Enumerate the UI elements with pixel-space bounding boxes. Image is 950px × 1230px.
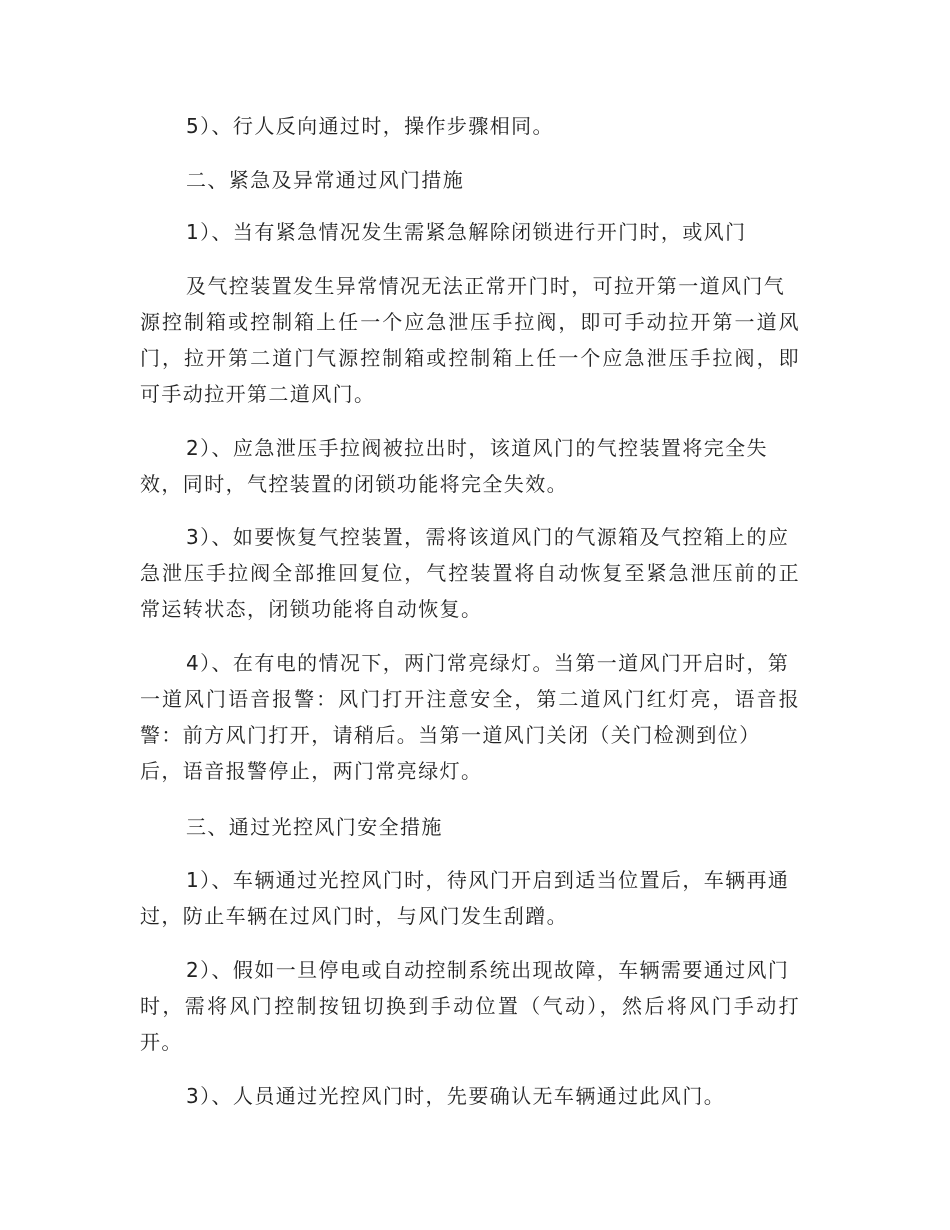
paragraph-line: 常运转状态，闭锁功能将自动恢复。	[140, 597, 483, 621]
section-heading: 二、紧急及异常通过风门措施	[186, 168, 465, 192]
paragraph-line: 4）、在有电的情况下，两门常亮绿灯。当第一道风门开启时，第	[186, 651, 790, 675]
paragraph-line: 时，需将风门控制按钮切换到手动位置（气动），然后将风门手动打	[140, 994, 800, 1018]
paragraph-line: 3）、人员通过光控风门时，先要确认无车辆通过此风门。	[186, 1084, 726, 1108]
paragraph-line: 1）、当有紧急情况发生需紧急解除闭锁进行开门时，或风门	[186, 220, 747, 244]
paragraph-line: 2）、假如一旦停电或自动控制系统出现故障，车辆需要通过风门	[186, 958, 790, 982]
paragraph-line: 及气控装置发生异常情况无法正常开门时，可拉开第一道风门气	[186, 274, 786, 298]
paragraph-line: 3）、如要恢复气控装置，需将该道风门的气源箱及气控箱上的应	[186, 525, 790, 549]
paragraph-line: 2）、应急泄压手拉阀被拉出时，该道风门的气控装置将完全失	[186, 436, 768, 460]
paragraph-line: 源控制箱或控制箱上任一个应急泄压手拉阀，即可手动拉开第一道风	[140, 310, 800, 334]
paragraph-line: 急泄压手拉阀全部推回复位，气控装置将自动恢复至紧急泄压前的正	[140, 561, 800, 585]
paragraph-line: 5）、行人反向通过时，操作步骤相同。	[186, 114, 554, 138]
paragraph-line: 警：前方风门打开，请稍后。当第一道风门关闭（关门检测到位）	[140, 723, 761, 747]
paragraph-line: 效，同时，气控装置的闭锁功能将完全失效。	[140, 472, 568, 496]
paragraph-line: 过，防止车辆在过风门时，与风门发生刮蹭。	[140, 904, 568, 928]
paragraph-line: 1）、车辆通过光控风门时，待风门开启到适当位置后，车辆再通	[186, 868, 790, 892]
paragraph-line: 门，拉开第二道门气源控制箱或控制箱上任一个应急泄压手拉阀，即	[140, 346, 800, 370]
paragraph-line: 开。	[140, 1030, 183, 1054]
paragraph-line: 后，语音报警停止，两门常亮绿灯。	[140, 759, 483, 783]
paragraph-line: 一道风门语音报警：风门打开注意安全，第二道风门红灯亮，语音报	[140, 687, 800, 711]
paragraph-line: 可手动拉开第二道风门。	[140, 382, 376, 406]
section-heading: 三、通过光控风门安全措施	[186, 815, 443, 839]
